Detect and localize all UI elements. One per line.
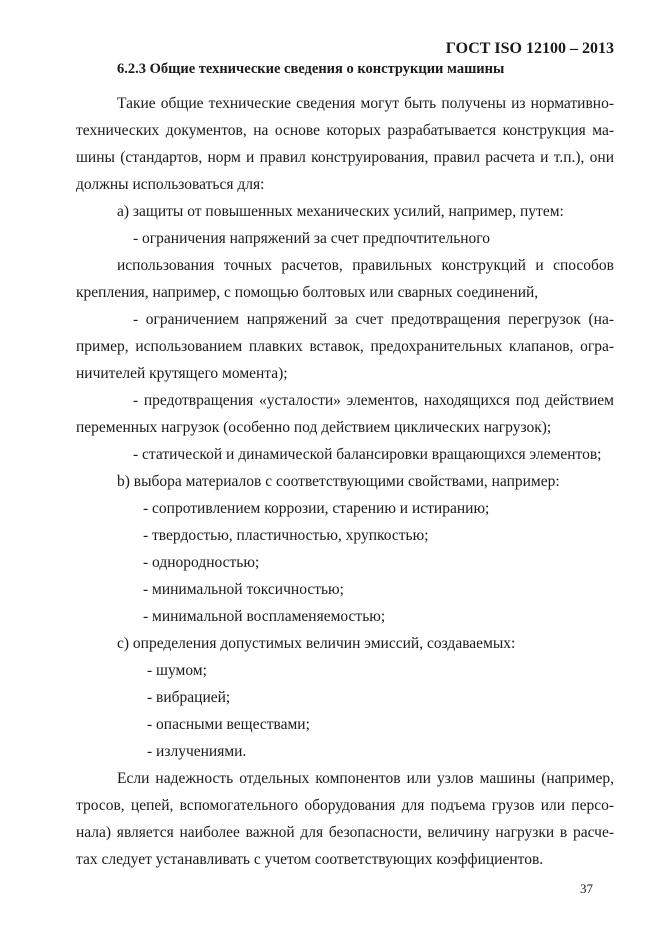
item-b-list-3: - однородностью; [143, 554, 260, 571]
paragraph-last-line-3: нала) является наиболее важной для безопасности, величину нагрузки в расче- [76, 824, 614, 841]
item-a2-line-3: ничителей крутящего момента); [76, 365, 288, 382]
item-a1-line-1: - ограничения напряжений за счет предпочтительного [133, 230, 491, 247]
item-a2-line-2: пример, использованием плавких вставок, предохранительных клапанов, огра- [76, 338, 614, 355]
page-number: 37 [580, 881, 593, 896]
paragraph-1-line-2: технических документов, на основе которых разрабатывается конструкция ма- [76, 122, 614, 139]
item-a2-line-1: - ограничением напряжений за счет предотвращения перегрузок (на- [133, 311, 614, 328]
item-a4: - статической и динамической балансировки вращающихся элементов; [133, 446, 602, 463]
paragraph-last-line-1: Если надежность отдельных компонентов или узлов машины (например, [117, 770, 614, 787]
item-a3-line-2: переменных нагрузок (особенно под действием циклических нагрузок); [76, 419, 552, 436]
item-c-list-4: - излучениями. [147, 743, 247, 760]
item-a1-line-2: использования точных расчетов, правильных конструкций и способов [117, 257, 614, 274]
item-c-list-1: - шумом; [147, 662, 207, 679]
paragraph-last-line-4: тах следует устанавливать с учетом соответствующих коэффициентов. [76, 851, 544, 868]
item-b-list-4: - минимальной токсичностью; [143, 581, 344, 598]
paragraph-1-line-4: должны использоваться для: [76, 176, 265, 193]
item-b-intro: b) выбора материалов с соответствующими свойствами, например: [117, 473, 560, 490]
item-c-list-2: - вибрацией; [147, 689, 231, 706]
paragraph-1-line-1: Такие общие технические сведения могут быть получены из нормативно- [117, 95, 614, 112]
section-heading: 6.2.3 Общие технические сведения о конструкции машины [117, 61, 505, 77]
item-c-intro: c) определения допустимых величин эмиссий, создаваемых: [117, 635, 516, 652]
item-b-list-1: - сопротивлением коррозии, старению и истиранию; [143, 500, 490, 517]
paragraph-last-line-2: тросов, цепей, вспомогательного оборудования для подъема грузов или персо- [76, 797, 614, 814]
item-a-intro: а) защиты от повышенных механических усилий, например, путем: [117, 203, 564, 220]
item-b-list-2: - твердостью, пластичностью, хрупкостью; [143, 527, 429, 544]
standard-designation: ГОСТ ISO 12100 – 2013 [445, 40, 614, 57]
paragraph-1-line-3: шины (стандартов, норм и правил конструирования, правил расчета и т.п.), они [76, 149, 614, 166]
item-c-list-3: - опасными веществами; [147, 716, 310, 733]
item-b-list-5: - минимальной воспламеняемостью; [143, 608, 386, 625]
item-a3-line-1: - предотвращения «усталости» элементов, находящихся под действием [133, 392, 614, 409]
item-a1-line-3: крепления, например, с помощью болтовых или сварных соединений, [76, 284, 539, 301]
